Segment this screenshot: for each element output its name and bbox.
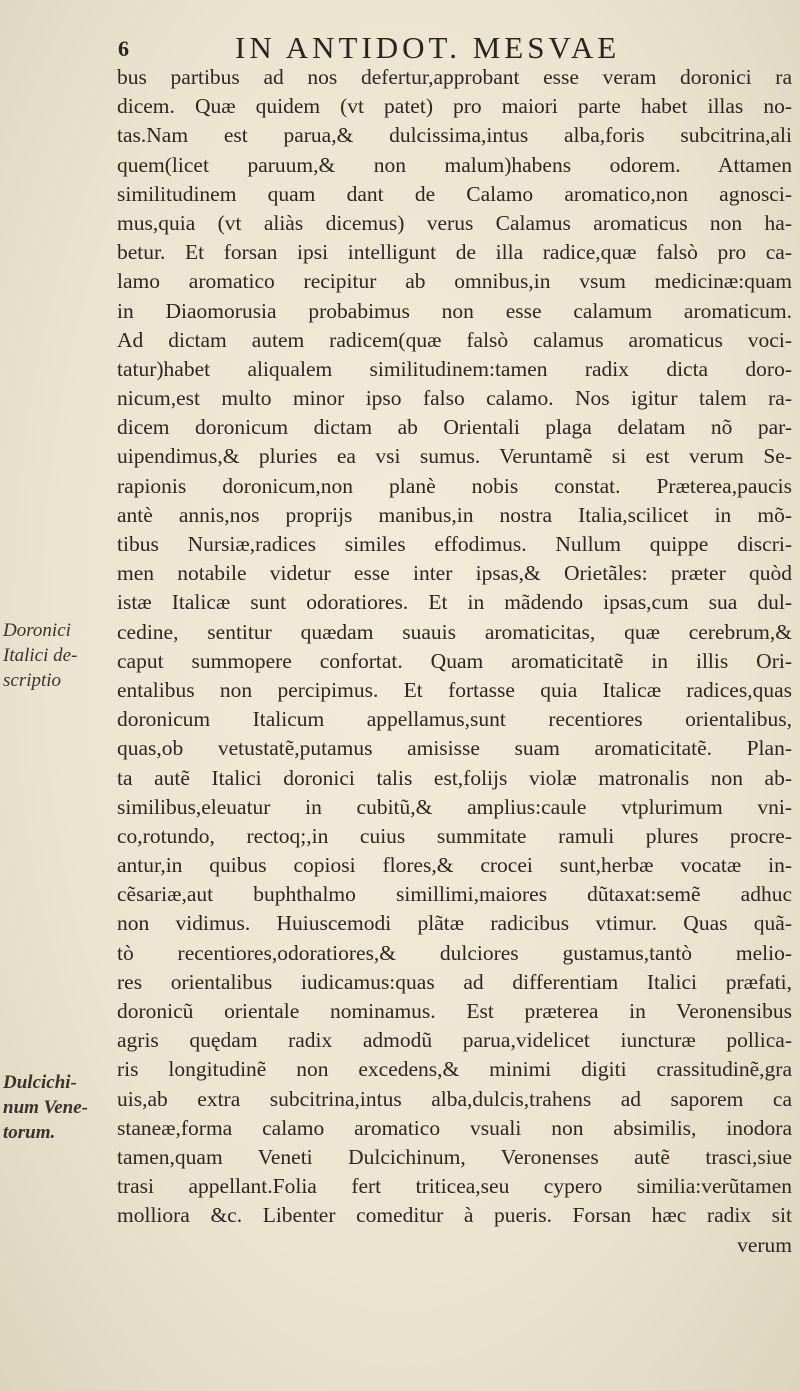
- text-line: uipendimus,& pluries ea vsi sumus. Veruntamẽ si est verum Se-: [117, 444, 792, 469]
- text-line: tò recentiores,odoratiores,& dulciores gustamus,tantò melio-: [117, 940, 792, 965]
- text-line: Ad dictam autem radicem(quæ falsò calamus aromaticus voci-: [117, 327, 792, 352]
- running-title: IN ANTIDOT. MESVAE: [235, 30, 621, 65]
- margin-note-line: Doronici: [3, 620, 71, 641]
- text-line: caput summopere confortat. Quam aromaticitatẽ in illis Ori-: [117, 648, 792, 673]
- text-line: uis,ab extra subcitrina,intus alba,dulcis,trahens ad saporem ca: [117, 1086, 792, 1111]
- margin-note-dulcichinum: [3, 1070, 88, 1145]
- text-line: similibus,eleuatur in cubitũ,& amplius:caule vtplurimum vni-: [117, 794, 792, 819]
- text-line: tibus Nursiæ,radices similes effodimus. Nullum quippe discri-: [117, 532, 792, 556]
- text-line: molliora &c. Libenter comeditur à pueris. Forsan hæc radix sit: [117, 1203, 792, 1228]
- margin-note-line: Dulcichi-: [3, 1072, 77, 1093]
- text-line: rapionis doronicum,non planè nobis constat. Præterea,paucis: [117, 473, 792, 498]
- text-line: staneæ,forma calamo aromatico vsuali non absimilis, inodora: [117, 1115, 792, 1140]
- text-line: ris longitudinẽ non excedens,& minimi digiti crassitudinẽ,gra: [117, 1057, 792, 1082]
- text-line: doronicũ orientale nominamus. Est præterea in Veronensibus: [117, 999, 792, 1023]
- text-line: cedine, sentitur quædam suauis aromaticitas, quæ cerebrum,&: [117, 619, 792, 644]
- text-line: trasi appellant.Folia fert triticea,seu cypero similia:verũtamen: [117, 1174, 792, 1199]
- text-line: verum: [737, 1232, 792, 1257]
- text-line: quas,ob vetustatẽ,putamus amisisse suam aromaticitatẽ. Plan-: [117, 736, 792, 761]
- text-line: ta autẽ Italici doronici talis est,folijs violæ matronalis non ab-: [117, 765, 792, 790]
- text-line: nicum,est multo minor ipso falso calamo. Nos igitur talem ra-: [117, 386, 792, 411]
- margin-note-line: torum.: [3, 1122, 56, 1143]
- text-line: co,rotundo, rectoq;,in cuius summitate ramuli plures procre-: [117, 823, 792, 848]
- text-line: in Diaomorusia probabimus non esse calamum aromaticum.: [117, 298, 792, 323]
- text-line: tamen,quam Veneti Dulcichinum, Veronenses autẽ trasci,siue: [117, 1144, 792, 1169]
- text-line: dicem. Quæ quidem (vt patet) pro maiori parte habet illas no-: [117, 94, 792, 119]
- margin-note-line: Italici de-: [3, 645, 78, 666]
- text-line: istæ Italicæ sunt odoratiores. Et in mãdendo ipsas,cum sua dul-: [117, 590, 792, 615]
- text-line: antè annis,nos proprijs manibus,in nostra Italia,scilicet in mõ-: [117, 502, 792, 527]
- text-line: tas.Nam est parua,& dulcissima,intus alba,foris subcitrina,ali: [117, 123, 792, 148]
- folio-number: 6: [118, 36, 129, 61]
- text-line: non vidimus. Huiuscemodi plãtæ radicibus vtimur. Quas quã-: [117, 911, 792, 936]
- text-line: bus partibus ad nos defertur,approbant esse veram doronici ra: [117, 65, 792, 89]
- text-line: entalibus non percipimus. Et fortasse quia Italicæ radices,quas: [117, 677, 792, 702]
- margin-note-line: num Vene-: [3, 1097, 88, 1118]
- text-line: quem(licet paruum,& non malum)habens odorem. Attamen: [117, 152, 792, 177]
- text-line: doronicum Italicum appellamus,sunt recentiores orientalibus,: [117, 707, 792, 732]
- text-line: res orientalibus iudicamus:quas ad differentiam Italici præfati,: [117, 969, 792, 994]
- text-line: betur. Et forsan ipsi intelligunt de illa radice,quæ falsò pro ca-: [117, 240, 792, 265]
- margin-note-doronici: [3, 618, 77, 693]
- body-text-block: [117, 63, 792, 1260]
- margin-note-line: scriptio: [3, 670, 62, 691]
- text-line: tatur)habet aliqualem similitudinem:tamen radix dicta doro-: [117, 356, 792, 381]
- text-line: dicem doronicum dictam ab Orientali plaga delatam nõ par-: [117, 415, 792, 440]
- text-line: antur,in quibus copiosi flores,& crocei sunt,herbæ vocatæ in-: [117, 853, 792, 878]
- text-line: agris quędam radix admodũ parua,videlicet iuncturæ pollica-: [117, 1028, 792, 1053]
- text-line: similitudinem quam dant de Calamo aromatico,non agnosci-: [117, 181, 792, 206]
- text-line: mus,quia (vt aliàs dicemus) verus Calamus aromaticus non ha-: [117, 210, 792, 235]
- text-line: cẽsariæ,aut buphthalmo simillimi,maiores dũtaxat:semẽ adhuc: [117, 882, 792, 907]
- text-line: men notabile videtur esse inter ipsas,& Orietãles: præter quòd: [117, 561, 792, 586]
- text-line: lamo aromatico recipitur ab omnibus,in vsum medicinæ:quam: [117, 269, 792, 294]
